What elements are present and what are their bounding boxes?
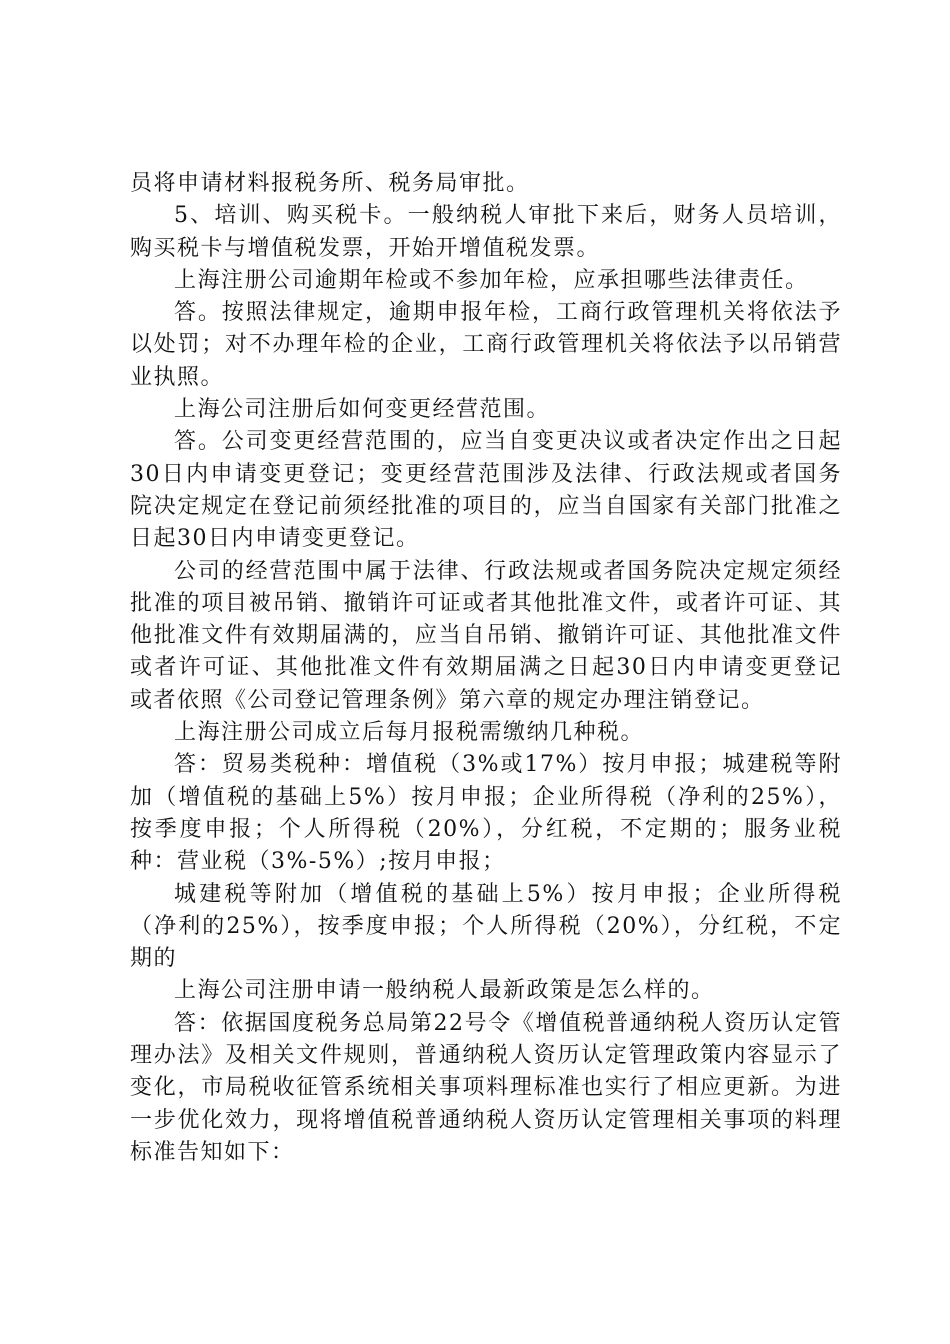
paragraph: 公司的经营范围中属于法律、行政法规或者国务院决定规定须经批准的项目被吊销、撤销许可证或者其他批准文件，或者许可证、其他批准文件有效期届满的，应当自吊销、撤销许可证、其他批准文件或者许可证、其他批准文件有效期届满之日起30日内申请变更登记或者依照《公司登记管理条例》第六章的规定办理注销登记。 [130,558,842,713]
paragraph: 员将申请材料报税务所、税务局审批。 [130,171,530,196]
answer-paragraph: 答：贸易类税种：增值税（3%或17%）按月申报；城建税等附加（增值税的基础上5%）按月申报；企业所得税（净利的25%），按季度申报；个人所得税（20%），分红税，不定期的；服务业税种：营业税（3%-5%）;按月申报； [130,752,842,875]
document-body [130,168,842,1169]
question-heading: 上海注册公司成立后每月报税需缴纳几种税。 [174,720,645,746]
question-heading: 上海注册公司逾期年检或不参加年检，应承担哪些法律责任。 [174,267,809,293]
question-heading: 上海公司注册后如何变更经营范围。 [174,397,551,423]
paragraph: 城建税等附加（增值税的基础上5%）按月申报；企业所得税（净利的25%），按季度申报；个人所得税（20%），分红税，不定期的 [130,881,842,972]
answer-paragraph: 答：依据国度税务总局第22号令《增值税普通纳税人资历认定管理办法》及相关文件规则，普通纳税人资历认定管理政策内容显示了变化，市局税收征管系统相关事项料理标准也实行了相应更新。为进一步优化效力，现将增值税普通纳税人资历认定管理相关事项的料理标准告知如下： [130,1010,842,1165]
answer-paragraph: 答。公司变更经营范围的，应当自变更决议或者决定作出之日起30日内申请变更登记；变更经营范围涉及法律、行政法规或者国务院决定规定在登记前须经批准的项目的，应当自国家有关部门批准之日起30日内申请变更登记。 [130,429,842,552]
answer-paragraph: 答。按照法律规定，逾期申报年检，工商行政管理机关将依法予以处罚；对不办理年检的企业，工商行政管理机关将依法予以吊销营业执照。 [130,300,842,390]
paragraph: 5、培训、购买税卡。一般纳税人审批下来后，财务人员培训，购买税卡与增值税发票，开始开增值税发票。 [130,203,842,261]
question-heading: 上海公司注册申请一般纳税人最新政策是怎么样的。 [174,978,715,1004]
